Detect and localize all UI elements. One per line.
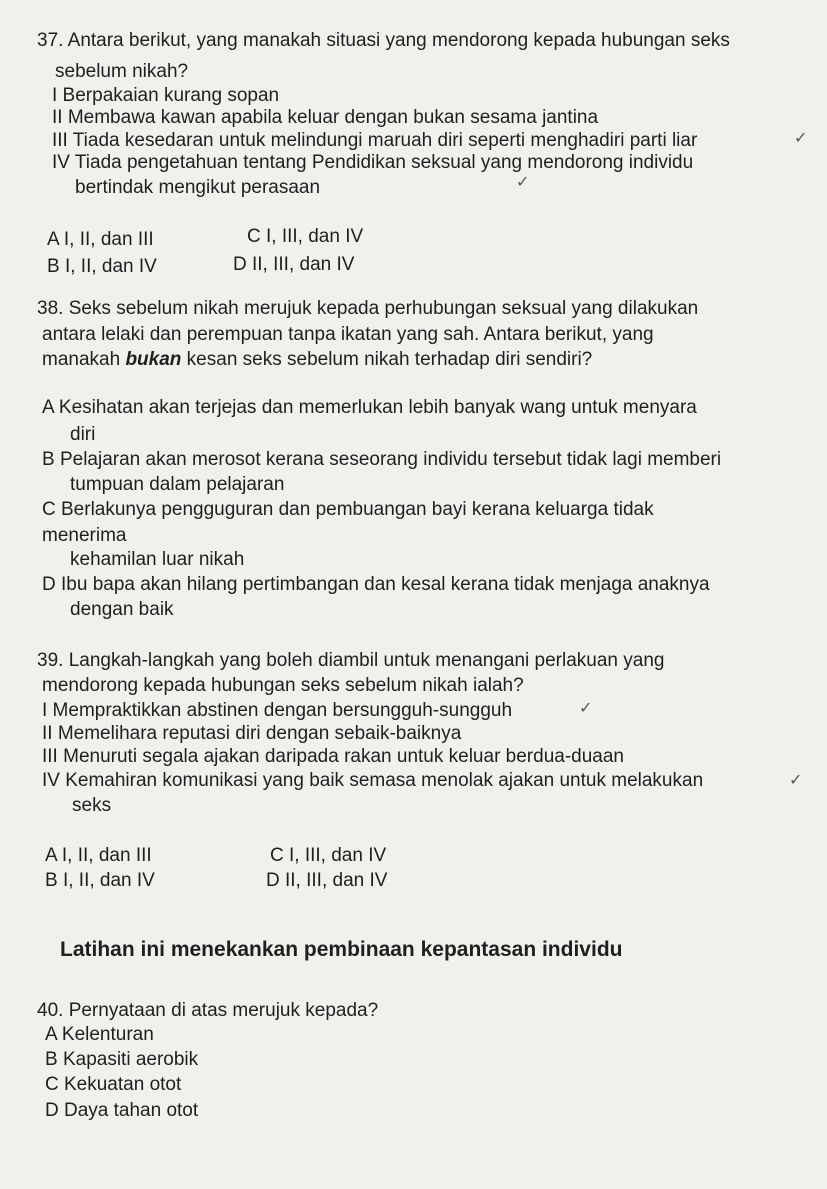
q38-stem-line-3	[42, 349, 592, 371]
q39-option-b: B I, II, dan IV	[45, 870, 155, 891]
q39-option-c: C I, III, dan IV	[270, 845, 387, 866]
q38-option-b-cont: tumpuan dalam pelajaran	[70, 474, 285, 495]
q38-option-b: B Pelajaran akan merosot kerana seseorang individu tersebut tidak lagi memberi	[42, 449, 722, 470]
q38-option-c-cont: menerima	[42, 525, 127, 546]
q38-option-a: A Kesihatan akan terjejas dan memerlukan lebih banyak wang untuk menyara	[42, 397, 697, 418]
q37-statement-4: IV Tiada pengetahuan tentang Pendidikan seksual yang mendorong individu	[52, 152, 694, 173]
q39-statement-3: III Menuruti segala ajakan daripada rakan untuk keluar berdua-duaan	[42, 746, 624, 767]
q40-stem: 40. Pernyataan di atas merujuk kepada?	[37, 1000, 379, 1021]
q39-option-d: D II, III, dan IV	[266, 870, 388, 891]
q39-statement-2: II Memelihara reputasi diri dengan sebaik-baiknya	[42, 723, 462, 744]
q37-statement-1: I Berpakaian kurang sopan	[52, 85, 280, 106]
q37-option-a: A I, II, dan III	[47, 229, 154, 250]
q37-stem-line-2: sebelum nikah?	[55, 61, 189, 82]
q39-stem-line-1: 39. Langkah-langkah yang boleh diambil untuk menangani perlakuan yang	[37, 650, 665, 671]
q38-stem-text: manakah	[42, 349, 126, 370]
q37-option-b: B I, II, dan IV	[47, 256, 157, 277]
q38-option-c: C Berlakunya pengguguran dan pembuangan bayi kerana keluarga tidak	[42, 499, 654, 520]
q37-option-d: D II, III, dan IV	[233, 254, 355, 275]
tick-mark-icon: ✓	[579, 700, 593, 717]
q38-option-d-cont: dengan baik	[70, 599, 174, 620]
q38-stem-line-1: 38. Seks sebelum nikah merujuk kepada perhubungan seksual yang dilakukan	[37, 298, 699, 319]
q37-statement-2: II Membawa kawan apabila keluar dengan bukan sesama jantina	[52, 107, 599, 128]
q39-statement-4: IV Kemahiran komunikasi yang baik semasa menolak ajakan untuk melakukan	[42, 770, 704, 791]
tick-mark-icon: ✓	[516, 174, 530, 191]
q39-statement-4-cont: seks	[72, 795, 112, 816]
q39-stem-line-2: mendorong kepada hubungan seks sebelum nikah ialah?	[42, 675, 524, 696]
section-note: Latihan ini menekankan pembinaan kepantasan individu	[60, 938, 623, 961]
q37-stem-line-1: 37. Antara berikut, yang manakah situasi yang mendorong kepada hubungan seks	[37, 30, 730, 51]
q38-emphasis-word: bukan	[125, 349, 182, 370]
q37-option-c: C I, III, dan IV	[247, 226, 364, 247]
tick-mark-icon: ✓	[789, 772, 803, 789]
tick-mark-icon: ✓	[794, 130, 808, 147]
q38-stem-line-2: antara lelaki dan perempuan tanpa ikatan yang sah. Antara berikut, yang	[42, 324, 654, 345]
q38-option-a-cont: diri	[70, 424, 96, 445]
q38-option-c-cont-2: kehamilan luar nikah	[70, 549, 245, 570]
q40-option-d: D Daya tahan otot	[45, 1100, 199, 1121]
q39-statement-1: I Mempraktikkan abstinen dengan bersungguh-sungguh	[42, 700, 513, 721]
q40-option-b: B Kapasiti aerobik	[45, 1049, 199, 1070]
q38-option-d: D Ibu bapa akan hilang pertimbangan dan kesal kerana tidak menjaga anaknya	[42, 574, 710, 595]
q40-option-a: A Kelenturan	[45, 1024, 154, 1045]
q38-stem-text: kesan seks sebelum nikah terhadap diri sendiri?	[181, 349, 593, 370]
q37-statement-3: III Tiada kesedaran untuk melindungi maruah diri seperti menghadiri parti liar	[52, 130, 698, 151]
q39-option-a: A I, II, dan III	[45, 845, 152, 866]
q40-option-c: C Kekuatan otot	[45, 1074, 182, 1095]
q37-statement-4-cont: bertindak mengikut perasaan	[75, 177, 321, 198]
